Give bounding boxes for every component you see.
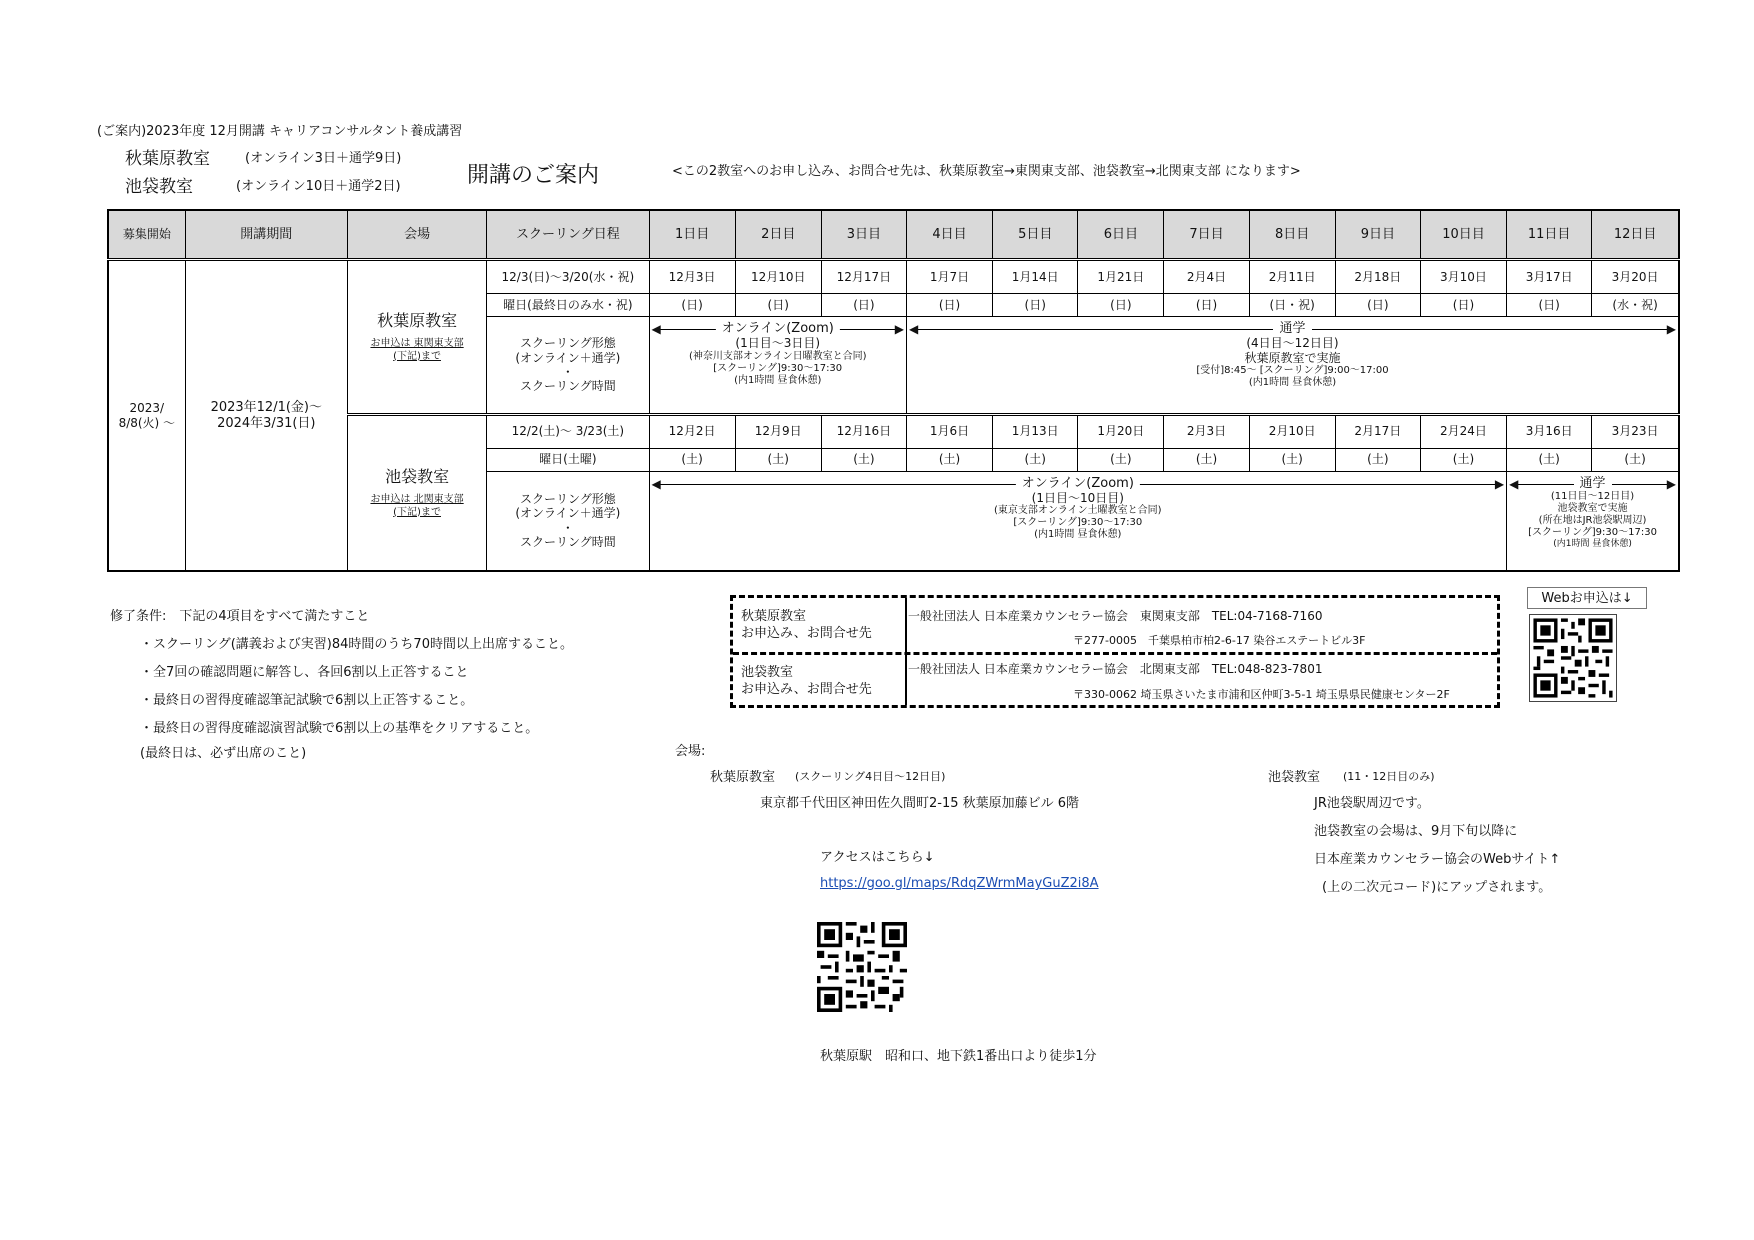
ike-contact-label-line: お申込み、お問合せ先 bbox=[741, 682, 872, 697]
course-period: 2023年12/1(金)～ 2024年3/31(日) bbox=[185, 260, 347, 571]
station-access: 秋葉原駅 昭和口、地下鉄1番出口より徒歩1分 bbox=[820, 1049, 1097, 1064]
ike-venue-line: JR池袋駅周辺です。 bbox=[1314, 796, 1430, 811]
ike-contact-label-line: 池袋教室 bbox=[741, 665, 794, 680]
format-label-line: (オンライン＋通学) bbox=[515, 506, 621, 521]
header-day: 1日目 bbox=[649, 210, 735, 260]
header-venue: 会場 bbox=[347, 210, 486, 260]
akiba-dow: (日) bbox=[649, 294, 735, 317]
ike-contact-label bbox=[741, 664, 872, 698]
akiba-dow: (日) bbox=[735, 294, 821, 317]
akiba-venue-name: 秋葉原教室 bbox=[377, 311, 458, 331]
completion-title: 修了条件: 下記の4項目をすべて満たすこと bbox=[110, 609, 370, 624]
akiba-contact-label-line: 秋葉原教室 bbox=[741, 609, 807, 624]
akiba-venue-cell bbox=[347, 260, 486, 414]
page-title: 開講のご案内 bbox=[467, 163, 600, 188]
akiba-date: 3月10日 bbox=[1420, 260, 1506, 294]
akiba-date: 12月17日 bbox=[821, 260, 906, 294]
ike-date: 12月9日 bbox=[735, 414, 821, 448]
format-label-line: スクーリング時間 bbox=[519, 535, 616, 550]
header-day: 2日目 bbox=[735, 210, 821, 260]
format-label-line: スクーリング時間 bbox=[519, 379, 616, 394]
ike-date: 2月10日 bbox=[1249, 414, 1335, 448]
ike-venue-line: 日本産業カウンセラー協会のWebサイト↑ bbox=[1314, 852, 1561, 867]
ike-format-label bbox=[487, 471, 649, 571]
ike-online-note: (東京支部オンライン土曜教室と合同) bbox=[994, 505, 1162, 516]
ike-school-lunch: (内1時間 昼食休憩) bbox=[1553, 538, 1632, 549]
akiba-contact-address: 〒277-0005 千葉県柏市柏2-6-17 染谷エステートビル3F bbox=[1073, 634, 1366, 647]
header-recruit: 募集開始 bbox=[108, 210, 185, 260]
akiba-school-days: (4日目～12日目) bbox=[1246, 336, 1339, 351]
ike-school-location: (所在地はJR池袋駅周辺) bbox=[1538, 514, 1647, 526]
ike-date: 1月20日 bbox=[1078, 414, 1164, 448]
ike-venue-sub: (11・12日目のみ) bbox=[1343, 770, 1435, 783]
header-day: 11日目 bbox=[1507, 210, 1592, 260]
completion-item: ・スクーリング(講義および実習)84時間のうち70時間以上出席すること。 bbox=[140, 637, 573, 652]
akiba-mode: (オンライン3日＋通学9日) bbox=[245, 151, 402, 166]
web-apply-qr-code[interactable] bbox=[1529, 614, 1617, 702]
akiba-online-title: オンライン(Zoom) bbox=[716, 322, 840, 336]
akiba-heading: 秋葉原教室 bbox=[125, 149, 210, 169]
akiba-online-arrow: ◀ ▶ オンライン(Zoom) bbox=[651, 321, 904, 337]
akiba-online-note: (神奈川支部オンライン日曜教室と合同) bbox=[688, 350, 867, 362]
completion-note: (最終日は、必ず出席のこと) bbox=[140, 746, 307, 761]
format-label-line: スクーリング形態 bbox=[519, 336, 616, 351]
ike-dow: (土) bbox=[649, 448, 735, 471]
akiba-date: 1月14日 bbox=[993, 260, 1078, 294]
akiba-dow: (水・祝) bbox=[1592, 294, 1679, 317]
ike-online-days: (1日目～10日目) bbox=[1031, 490, 1124, 505]
ike-date: 3月23日 bbox=[1592, 414, 1679, 448]
akiba-date: 3月20日 bbox=[1592, 260, 1679, 294]
akiba-dow: (日) bbox=[1164, 294, 1249, 317]
akiba-date-range: 12/3(日)～3/20(水・祝) bbox=[487, 260, 649, 294]
akiba-format-label bbox=[487, 317, 649, 415]
ike-dow: (土) bbox=[1164, 448, 1249, 471]
ike-school-title: 通学 bbox=[1574, 477, 1612, 491]
akiba-venue-title: 秋葉原教室 bbox=[710, 770, 776, 785]
header-day: 7日目 bbox=[1164, 210, 1249, 260]
ike-venue-title: 池袋教室 bbox=[1268, 770, 1321, 785]
ike-dow: (土) bbox=[1249, 448, 1335, 471]
intro-line: (ご案内)2023年度 12月開講 キャリアコンサルタント養成講習 bbox=[97, 124, 463, 139]
web-apply-label: Webお申込は↓ bbox=[1527, 587, 1647, 609]
ike-dow: (土) bbox=[821, 448, 906, 471]
ike-school-place: 池袋教室で実施 bbox=[1557, 502, 1628, 514]
header-day: 5日目 bbox=[993, 210, 1078, 260]
header-day: 3日目 bbox=[821, 210, 906, 260]
ike-online-lunch: (内1時間 昼食休憩) bbox=[1034, 529, 1122, 540]
ike-dow: (土) bbox=[906, 448, 992, 471]
ike-dow: (土) bbox=[1335, 448, 1420, 471]
akiba-date: 3月17日 bbox=[1507, 260, 1592, 294]
akiba-online-days: (1日目～3日目) bbox=[735, 336, 821, 351]
ike-school-days: (11日目～12日目) bbox=[1550, 490, 1635, 502]
completion-item: ・全7回の確認問題に解答し、各回6割以上正答すること bbox=[140, 665, 469, 680]
akiba-apply-note: お申込は 東関東支部(下記)まで bbox=[370, 338, 464, 362]
akiba-dow: (日) bbox=[1420, 294, 1506, 317]
ike-contact-address: 〒330-0062 埼玉県さいたま市浦和区仲町3-5-1 埼玉県県民健康センター2F bbox=[1073, 688, 1450, 701]
akiba-dow: (日) bbox=[1335, 294, 1420, 317]
ike-school-block bbox=[1507, 471, 1679, 571]
akiba-date: 12月10日 bbox=[735, 260, 821, 294]
header-day: 6日目 bbox=[1078, 210, 1164, 260]
access-label: アクセスはこちら↓ bbox=[820, 850, 935, 865]
ike-dow: (土) bbox=[735, 448, 821, 471]
ike-date: 2月3日 bbox=[1164, 414, 1249, 448]
notice-line: <この2教室へのお申し込み、お問合せ先は、秋葉原教室→東関東支部、池袋教室→北関東支部 になります> bbox=[672, 164, 1301, 179]
akiba-dow: (日) bbox=[1507, 294, 1592, 317]
ike-date: 3月16日 bbox=[1507, 414, 1592, 448]
akiba-dow-label: 曜日(最終日のみ水・祝) bbox=[487, 294, 649, 317]
akiba-dow: (日・祝) bbox=[1249, 294, 1335, 317]
ike-online-arrow: ◀ ▶ オンライン(Zoom) bbox=[651, 475, 1505, 491]
map-link[interactable]: https://goo.gl/maps/RdqZWrmMayGuZ2i8A bbox=[820, 876, 1099, 891]
ike-dow: (土) bbox=[1078, 448, 1164, 471]
ike-school-arrow: ◀ ▶ 通学 bbox=[1509, 475, 1676, 491]
akiba-dow: (日) bbox=[821, 294, 906, 317]
contact-box bbox=[730, 595, 1500, 708]
header-period: 開講期間 bbox=[185, 210, 347, 260]
akiba-date: 2月18日 bbox=[1335, 260, 1420, 294]
ike-online-time: [スクーリング]9:30～17:30 bbox=[1013, 517, 1143, 528]
ike-dow: (土) bbox=[1420, 448, 1506, 471]
akiba-dow: (日) bbox=[1078, 294, 1164, 317]
ike-online-title: オンライン(Zoom) bbox=[1016, 477, 1140, 491]
header-day: 12日目 bbox=[1592, 210, 1679, 260]
format-label-line: ・ bbox=[561, 520, 574, 535]
akiba-online-block bbox=[649, 317, 906, 415]
venue-label: 会場: bbox=[675, 744, 706, 759]
format-label-line: ・ bbox=[561, 365, 574, 379]
header-schedule: スクーリング日程 bbox=[487, 210, 649, 260]
ike-dow: (土) bbox=[993, 448, 1078, 471]
schedule-table bbox=[107, 209, 1680, 572]
ike-venue-name: 池袋教室 bbox=[385, 466, 450, 486]
ike-contact-org: 一般社団法人 日本産業カウンセラー協会 北関東支部 TEL:048-823-7801 bbox=[908, 662, 1323, 676]
header-day: 8日目 bbox=[1249, 210, 1335, 260]
akiba-date: 2月11日 bbox=[1249, 260, 1335, 294]
format-label-line: スクーリング形態 bbox=[519, 492, 616, 507]
format-label-line: (オンライン＋通学) bbox=[515, 350, 621, 365]
akiba-date: 2月4日 bbox=[1164, 260, 1249, 294]
akiba-online-lunch: (内1時間 昼食休憩) bbox=[734, 374, 822, 386]
akiba-date: 1月7日 bbox=[906, 260, 992, 294]
ike-date: 1月6日 bbox=[906, 414, 992, 448]
akiba-contact-org: 一般社団法人 日本産業カウンセラー協会 東関東支部 TEL:04-7168-7160 bbox=[908, 609, 1323, 623]
akiba-school-title: 通学 bbox=[1273, 322, 1311, 336]
akiba-contact-label-line: お申込み、お問合せ先 bbox=[741, 626, 872, 641]
ike-date: 2月17日 bbox=[1335, 414, 1420, 448]
akiba-school-block bbox=[906, 317, 1679, 415]
completion-item: ・最終日の習得度確認演習試験で6割以上の基準をクリアすること。 bbox=[140, 721, 539, 736]
header-day: 10日目 bbox=[1420, 210, 1506, 260]
ikebukuro-mode: (オンライン10日＋通学2日) bbox=[236, 179, 401, 194]
akiba-online-time: [スクーリング]9:30～17:30 bbox=[713, 362, 843, 374]
akiba-school-time: [受付]8:45～ [スクーリング]9:00～17:00 bbox=[1196, 364, 1389, 376]
header-day: 9日目 bbox=[1335, 210, 1420, 260]
ike-venue-line: 池袋教室の会場は、9月下旬以降に bbox=[1314, 824, 1518, 839]
akiba-school-arrow: ◀ ▶ 通学 bbox=[908, 321, 1676, 337]
akiba-contact-label bbox=[741, 608, 872, 642]
ike-apply-note: お申込は 北関東支部(下記)まで bbox=[370, 494, 464, 518]
akiba-school-place: 秋葉原教室で実施 bbox=[1244, 350, 1341, 365]
ike-online-block bbox=[649, 471, 1507, 571]
ike-school-time: [スクーリング]9:30～17:30 bbox=[1528, 526, 1657, 538]
ike-date: 12月2日 bbox=[649, 414, 735, 448]
akiba-dow: (日) bbox=[906, 294, 992, 317]
ike-date: 2月24日 bbox=[1420, 414, 1506, 448]
akiba-date: 1月21日 bbox=[1078, 260, 1164, 294]
ikebukuro-heading: 池袋教室 bbox=[125, 177, 193, 197]
ike-dow-label: 曜日(土曜) bbox=[487, 448, 649, 471]
map-qr-code[interactable] bbox=[817, 922, 907, 1012]
akiba-school-lunch: (内1時間 昼食休憩) bbox=[1248, 376, 1337, 388]
akiba-date: 12月3日 bbox=[649, 260, 735, 294]
qr-code-icon bbox=[1530, 615, 1616, 701]
header-day: 4日目 bbox=[906, 210, 992, 260]
ike-venue-line: (上の二次元コード)にアップされます。 bbox=[1322, 880, 1552, 895]
ike-dow: (土) bbox=[1507, 448, 1592, 471]
ike-date: 12月16日 bbox=[821, 414, 906, 448]
completion-item: ・最終日の習得度確認筆記試験で6割以上正答すること。 bbox=[140, 693, 474, 708]
akiba-dow: (日) bbox=[993, 294, 1078, 317]
ike-date-range: 12/2(土)～ 3/23(土) bbox=[487, 414, 649, 448]
ike-venue-cell bbox=[347, 414, 486, 571]
akiba-venue-address: 東京都千代田区神田佐久間町2-15 秋葉原加藤ビル 6階 bbox=[760, 796, 1080, 811]
ike-dow: (土) bbox=[1592, 448, 1679, 471]
akiba-venue-sub: (スクーリング4日目～12日目) bbox=[795, 770, 946, 783]
ike-date: 1月13日 bbox=[993, 414, 1078, 448]
recruit-start: 2023/ 8/8(火) ～ bbox=[108, 260, 185, 571]
qr-code-icon bbox=[817, 922, 907, 1012]
